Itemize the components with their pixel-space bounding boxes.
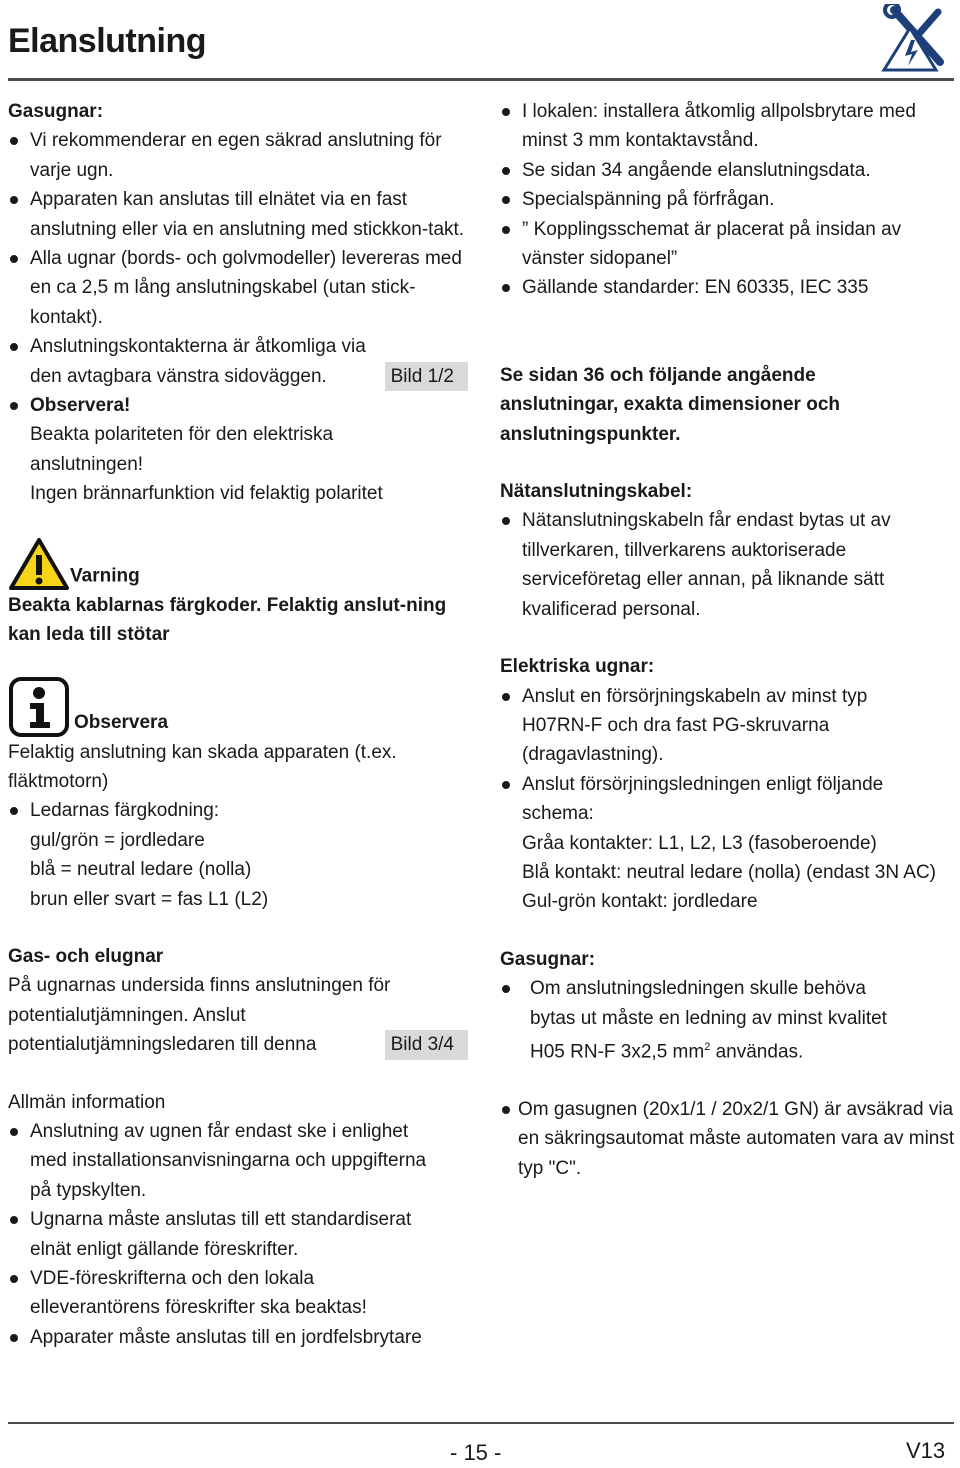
cable-requirement-text: Om anslutningsledningen skulle behöva bytas ut måste en ledning av minst kvalitet H05 RN-F 3x2,5 mm [530, 978, 887, 1063]
observera-bullet: Observera! [8, 391, 468, 420]
figure-reference: Bild 3/4 [385, 1030, 468, 1059]
version-label: V13 [906, 1438, 946, 1463]
schema-line: Blå kontakt: neutral ledare (nolla) (endast 3N AC) [522, 861, 936, 883]
electric-heading: Elektriska ugnar: [500, 656, 655, 678]
gas-el-text-2: potentialutjämningsledaren till denna [8, 1034, 317, 1056]
gas-list-right [500, 974, 958, 1067]
page-number: - 15 - [450, 1440, 502, 1465]
list-item: Anslut en försörjningskabeln av minst typ H07RN-F och dra fast PG-skruvarna (dragavlastning). [500, 682, 912, 770]
info-label: Observera [74, 712, 169, 734]
list-item: Vi rekommenderar en egen säkrad anslutning för varje ugn. [8, 126, 468, 185]
breaker-list [500, 1095, 958, 1183]
color-code-line: brun eller svart = fas L1 (L2) [30, 888, 269, 910]
list-item: Anslutning av ugnen får endast ske i enlighet med installationsanvisningarna och uppgifterna på typskylten. [8, 1117, 450, 1205]
right-column [500, 97, 958, 1183]
warning-block [8, 537, 468, 650]
wrench-screwdriver-electric-warning-icon [880, 4, 950, 72]
list-item: I lokalen: installera åtkomlig allpolsbrytare med minst 3 mm kontaktavstånd. [500, 97, 958, 156]
gas-heading: Gasugnar: [8, 101, 104, 122]
list-item [8, 796, 468, 914]
schema-line: Gråa kontakter: L1, L2, L3 (fasoberoende) [522, 832, 877, 854]
warning-text: Beakta kablarnas färgkoder. Felaktig anslut-ning kan leda till stötar [8, 594, 447, 646]
gas-heading-right: Gasugnar: [500, 948, 596, 970]
superscript: 2 [704, 1040, 711, 1053]
gas-list [8, 126, 468, 420]
info-icon [8, 676, 70, 738]
list-item: Apparater måste anslutas till en jordfelsbrytare [8, 1323, 468, 1352]
list-item-text: Anslutningskontakterna är åtkomliga via den avtagbara vänstra sidoväggen. [30, 336, 366, 387]
list-item: Ugnarna måste anslutas till ett standardiserat elnät enligt gällande föreskrifter. [8, 1205, 450, 1264]
list-item: Specialspänning på förfrågan. [500, 185, 958, 214]
list-item [500, 770, 958, 917]
left-column [8, 97, 468, 1352]
color-code-line: gul/grön = jordledare [30, 829, 205, 851]
schema-line: Gul-grön kontakt: jordledare [522, 891, 758, 913]
polarity-note: Ingen brännarfunktion vid felaktig polaritet [30, 483, 383, 505]
color-code-line: blå = neutral ledare (nolla) [30, 859, 252, 881]
mains-heading: Nätanslutningskabel: [500, 481, 693, 503]
warning-triangle-icon [8, 537, 70, 591]
color-code-list [8, 796, 468, 914]
gas-el-heading: Gas- och elugnar [8, 945, 164, 967]
header-rule [8, 78, 954, 81]
gas-el-text: På ugnarnas undersida finns anslutningen för potentialutjämningen. Anslut [8, 975, 391, 1026]
color-code-title: Ledarnas färgkodning: [30, 800, 220, 822]
list-item: Gällande standarder: EN 60335, IEC 335 [500, 273, 958, 302]
general-list [8, 1117, 468, 1352]
general-heading: Allmän information [8, 1091, 166, 1113]
mains-list [500, 506, 958, 624]
list-item: Apparaten kan anslutas till elnätet via en fast anslutning eller via en anslutning med stickkon-takt. [8, 185, 468, 244]
footer-rule [8, 1422, 954, 1424]
list-item: VDE-föreskrifterna och den lokala elleverantörens föreskrifter ska beaktas! [8, 1264, 410, 1323]
list-item: Se sidan 34 angående elanslutningsdata. [500, 156, 958, 185]
schema-intro: Anslut försörjningsledningen enligt följande schema: [522, 773, 884, 825]
electric-list [500, 682, 958, 917]
list-item: Om gasugnen (20x1/1 / 20x2/1 GN) är avsäkrad via en säkringsautomat måste automaten vara av minst typ "C". [500, 1095, 958, 1183]
info-text: Felaktig anslutning kan skada apparaten (t.ex. fläktmotorn) [8, 741, 397, 792]
top-list [500, 97, 958, 303]
list-item: Alla ugnar (bords- och golvmodeller) levereras med en ca 2,5 m lång anslutningskabel (utan stick-kontakt). [8, 244, 468, 332]
page-title: Elanslutning [8, 22, 206, 60]
list-item: Nätanslutningskabeln får endast bytas ut av tillverkaren, tillverkarens auktoriserade serviceföretag eller annan, på liknande sätt kvalificerad personal. [500, 506, 922, 624]
see-page-text: Se sidan 36 och följande angående anslutningar, exakta dimensioner och anslutningspunkter. [500, 364, 840, 445]
cable-requirement-end: användas. [710, 1041, 804, 1063]
list-item: ” Kopplingsschemat är placerat på insidan av vänster sidopanel” [500, 215, 922, 274]
figure-reference: Bild 1/2 [385, 362, 468, 391]
info-block [8, 676, 468, 797]
list-item [8, 332, 468, 391]
warning-label: Varning [70, 565, 140, 587]
polarity-note: Beakta polariteten för den elektriska anslutningen! [30, 424, 334, 475]
list-item [500, 974, 910, 1067]
